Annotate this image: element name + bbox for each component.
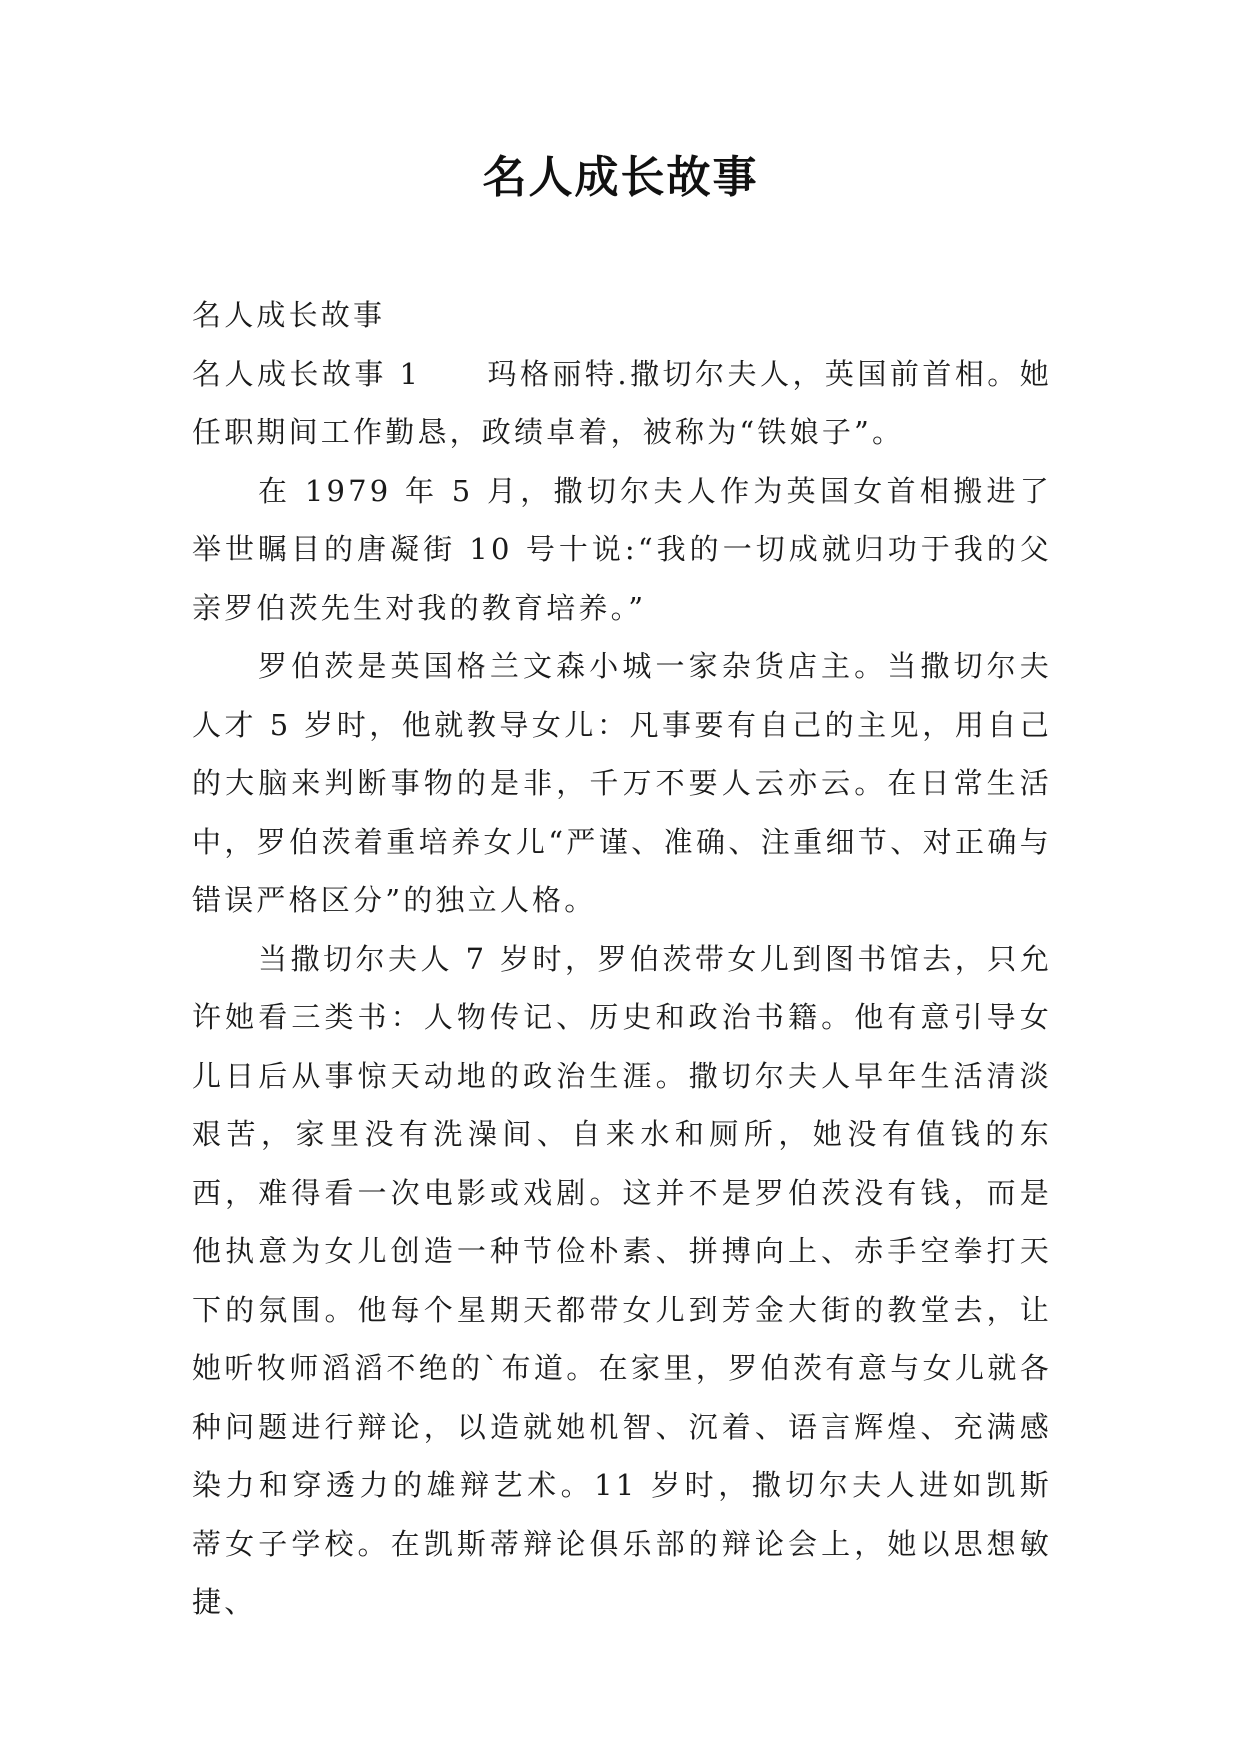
paragraph: 罗伯茨是英国格兰文森小城一家杂货店主。当撒切尔夫人才 5 岁时，他就教导女儿：凡事要有自己的主见，用自己的大脑来判断事物的是非，千万不要人云亦云。在日常生活中，罗伯茨着重培养女儿“严谨、准确、注重细节、对正确与错误严格区分”的独立人格。 (192, 649, 1052, 917)
section-label: 名人成长故事 1 (192, 356, 422, 391)
subheading: 名人成长故事 (192, 298, 386, 332)
document-title: 名人成长故事 (482, 152, 759, 203)
paragraph: 在 1979 年 5 月，撒切尔夫人作为英国女首相搬进了举世瞩目的唐凝街 10 号十说:“我的一切成就归功于我的父亲罗伯茨先生对我的教育培养。” (192, 473, 1052, 625)
document-body (192, 286, 1052, 1632)
paragraph-intro (192, 345, 1052, 462)
paragraph-text: 玛格丽特.撒切尔夫人，英国前首相。她任职期间工作勤恳，政绩卓着，被称为“铁娘子”。 (192, 356, 1052, 449)
paragraph: 当撒切尔夫人 7 岁时，罗伯茨带女儿到图书馆去，只允许她看三类书：人物传记、历史和政治书籍。他有意引导女儿日后从事惊天动地的政治生涯。撒切尔夫人早年生活清淡艰苦，家里没有洗澡间、自来水和厕所，她没有值钱的东西，难得看一次电影或戏剧。这并不是罗伯茨没有钱，而是他执意为女儿创造一种节俭朴素、拼搏向上、赤手空拳打天下的氛围。他每个星期天都带女儿到芳金大街的教堂去，让她听牧师滔滔不绝的`布道。在家里，罗伯茨有意与女儿就各种问题进行辩论，以造就她机智、沉着、语言辉煌、充满感染力和穿透力的雄辩艺术。11 岁时，撒切尔夫人进如凯斯蒂女子学校。在凯斯蒂辩论俱乐部的辩论会上，她以思想敏捷、 (192, 941, 1052, 1619)
